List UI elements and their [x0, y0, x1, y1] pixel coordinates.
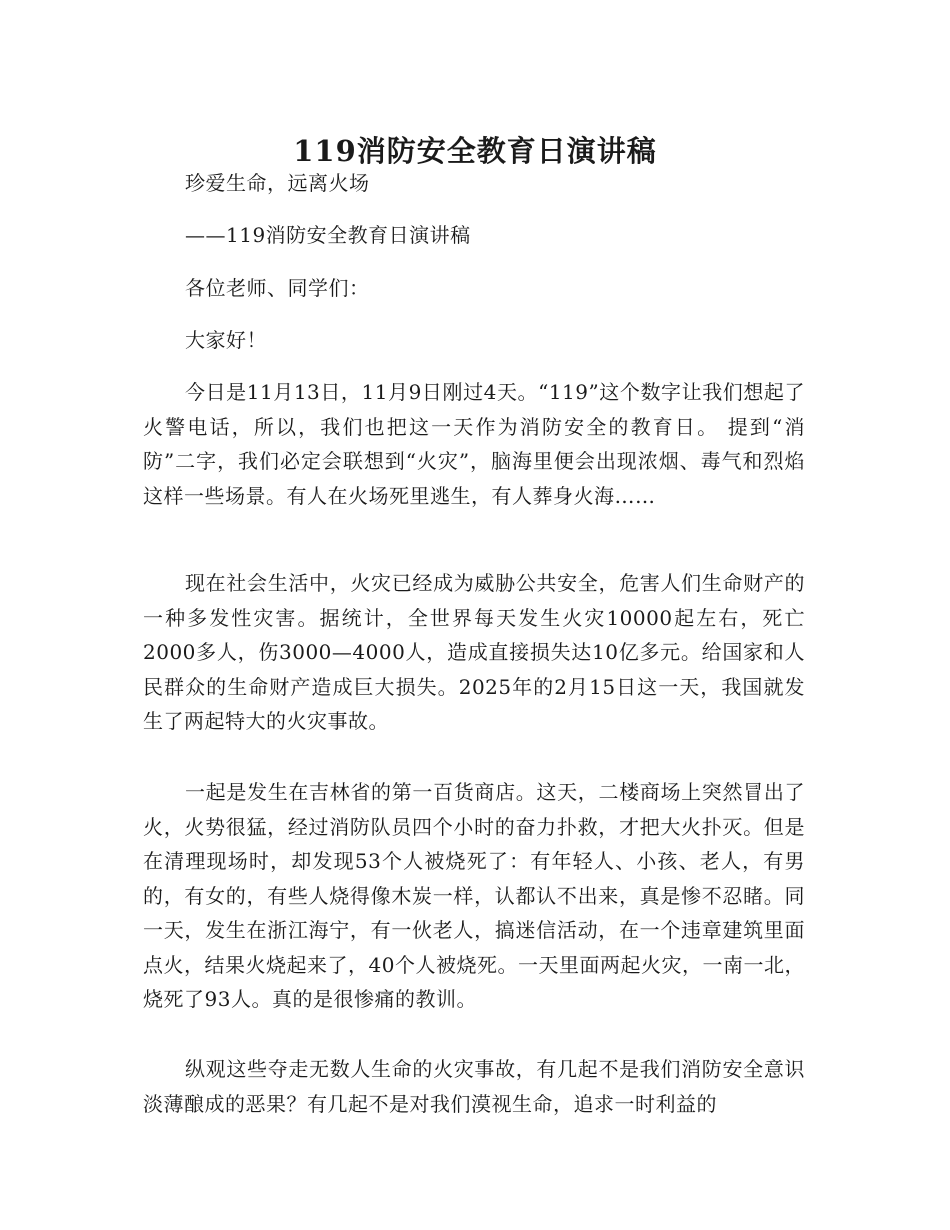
greeting: 大家好！ [185, 328, 267, 352]
speech-byline: ——119消防安全教育日演讲稿 [185, 223, 471, 247]
paragraph-intro: 今日是11月13日，11月9日刚过4天。“119”这个数字让我们想起了火警电话，所以，我们也把这一天作为消防安全的教育日。 提到“消防”二字，我们必定会联想到“火灾”，脑海里便会出现浓烟、毒气和烈焰这样一些场景。有人在火场死里逃生，有人葬身火海…… [143, 380, 805, 508]
paragraph-statistics: 现在社会生活中，火灾已经成为威胁公共安全，危害人们生命财产的一种多发性灾害。据统计，全世界每天发生火灾10000起左右，死亡2000多人，伤3000—4000人，造成直接损失达10亿多元。给国家和人民群众的生命财产造成巨大损失。2025年的2月15日这一天，我国就发生了两起特大的火灾事故。 [143, 571, 805, 733]
paragraph-reflection: 纵观这些夺走无数人生命的火灾事故，有几起不是我们消防安全意识淡薄酿成的恶果？有几起不是对我们漠视生命，追求一时利益的 [143, 1057, 805, 1116]
document-title: 119消防安全教育日演讲稿 [293, 134, 657, 169]
speech-subtitle: 珍爱生命，远离火场 [185, 171, 370, 195]
salutation: 各位老师、同学们： [185, 276, 370, 300]
paragraph-incidents: 一起是发生在吉林省的第一百货商店。这天，二楼商场上突然冒出了火，火势很猛，经过消防队员四个小时的奋力扑救，才把大火扑灭。但是在清理现场时，却发现53个人被烧死了：有年轻人、小孩、老人，有男的，有女的，有些人烧得像木炭一样，认都认不出来，真是惨不忍睹。同一天，发生在浙江海宁，有一伙老人，搞迷信活动，在一个违章建筑里面点火，结果火烧起来了，40个人被烧死。一天里面两起火灾，一南一北，烧死了93人。真的是很惨痛的教训。 [143, 780, 805, 1011]
